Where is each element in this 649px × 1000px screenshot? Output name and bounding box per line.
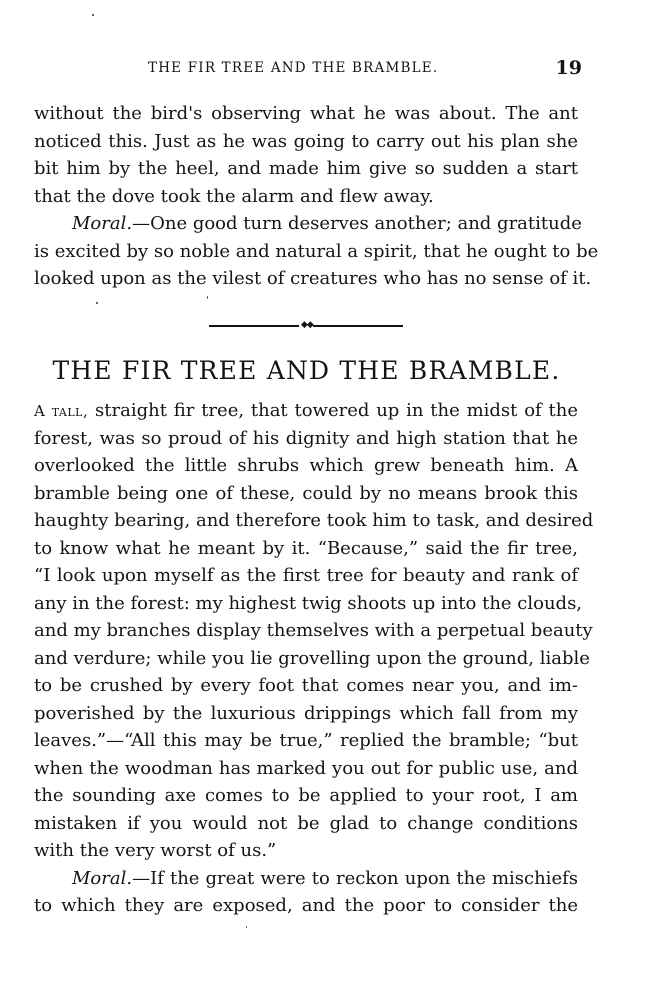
text-line: and verdure; while you lie grovelling upon the ground, liable <box>34 647 590 669</box>
print-speck <box>96 302 98 304</box>
divider-rule-left <box>209 325 299 327</box>
text-line: when the woodman has marked you out for public use, and <box>34 757 578 779</box>
text-line: “I look upon myself as the first tree for beauty and rank of <box>34 565 578 586</box>
text-line: noticed this. Just as he was going to carry out his plan she <box>34 130 578 152</box>
text-line: that the dove took the alarm and flew away. <box>34 185 434 207</box>
opening-word: A tall, <box>34 402 89 420</box>
text-line: without the bird's observing what he was about. The ant <box>34 103 578 124</box>
text-line: forest, was so proud of his dignity and high station that he <box>34 427 578 449</box>
print-speck <box>207 296 208 299</box>
moral-label: Moral. <box>72 867 133 889</box>
text-line: haughty bearing, and therefore took him to task, and desired <box>34 510 594 531</box>
running-title: THE FIR TREE AND THE BRAMBLE. <box>148 60 439 76</box>
fable-heading: THE FIR TREE AND THE BRAMBLE. <box>52 356 561 385</box>
moral-text: —If the great were to reckon upon the mischiefs <box>132 867 578 889</box>
divider-rule-right <box>313 325 403 327</box>
text-line: to know what he meant by it. “Because,” said the fir tree, <box>34 537 578 559</box>
text-line-rest: straight fir tree, that towered up in the midst of the <box>88 400 578 421</box>
moral-label: Moral. <box>72 213 133 234</box>
fable-text <box>34 397 594 920</box>
text-line: bit him by the heel, and made him give so sudden a start <box>34 158 578 179</box>
page-number: 19 <box>555 57 582 79</box>
divider-ornament: ◆◆ <box>301 320 313 330</box>
text-line <box>34 397 578 425</box>
moral-line <box>34 865 578 893</box>
section-divider <box>209 322 403 330</box>
text-line: and my branches display themselves with a perpetual beauty <box>34 620 593 641</box>
print-speck <box>246 926 247 928</box>
moral-line <box>34 210 582 238</box>
text-line: to which they are exposed, and the poor to consider the <box>34 895 578 916</box>
text-line: any in the forest: my highest twig shoots up into the clouds, <box>34 592 583 614</box>
moral-text: —One good turn deserves another; and gratitude <box>132 213 582 234</box>
text-line: bramble being one of these, could by no means brook this <box>34 482 578 504</box>
text-line: leaves.”—“All this may be true,” replied the bramble; “but <box>34 730 578 751</box>
text-line: is excited by so noble and natural a spirit, that he ought to be <box>34 240 599 262</box>
text-line: poverished by the luxurious drippings which fall from my <box>34 702 578 724</box>
continued-fable-text <box>34 100 599 293</box>
print-speck <box>92 14 94 16</box>
text-line: to be crushed by every foot that comes near you, and im- <box>34 675 578 696</box>
text-line: the sounding axe comes to be applied to your root, I am <box>34 785 578 806</box>
text-line: looked upon as the vilest of creatures who has no sense of it. <box>34 268 592 289</box>
text-line: overlooked the little shrubs which grew beneath him. A <box>34 455 578 476</box>
text-line: with the very worst of us.” <box>34 840 277 861</box>
text-line: mistaken if you would not be glad to change conditions <box>34 812 578 834</box>
running-head <box>34 57 582 82</box>
